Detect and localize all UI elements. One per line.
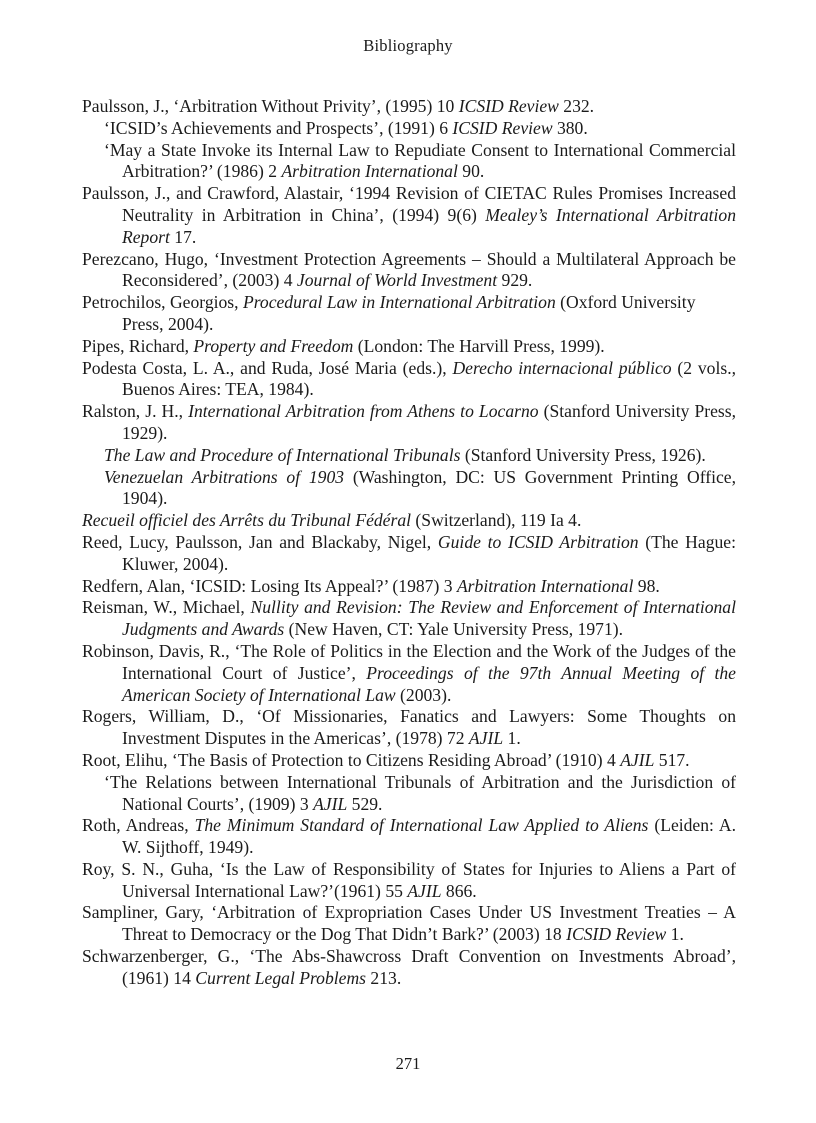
- italic-title: Property and Freedom: [193, 335, 354, 356]
- bibliography-entry: [82, 902, 736, 946]
- entry-text: ‘The Relations between International Tribunals of Arbitration and the Jurisdiction of National Courts’, (1909) 3: [104, 771, 736, 814]
- bibliography-entry: [82, 292, 736, 336]
- italic-title: International Arbitration from Athens to Locarno: [188, 401, 539, 422]
- entry-text: (Stanford University Press, 1929).: [122, 401, 737, 443]
- italic-title: Arbitration International: [281, 161, 458, 182]
- entry-text: 213.: [366, 967, 402, 988]
- entry-text: Reisman, W., Michael,: [82, 597, 251, 618]
- italic-title: Procedural Law in International Arbitration: [242, 292, 556, 313]
- entry-text: (London: The Harvill Press, 1999).: [353, 335, 605, 356]
- entry-text: Roth, Andreas,: [82, 815, 195, 836]
- italic-title: ICSID Review: [452, 117, 553, 138]
- italic-title: Venezuelan Arbitrations of 1903: [104, 466, 345, 487]
- entry-text: Reed, Lucy, Paulsson, Jan and Blackaby, Nigel,: [82, 531, 438, 552]
- bibliography-entry: [82, 597, 736, 641]
- entry-text: 1.: [666, 924, 684, 945]
- entry-text: Perezcano, Hugo, ‘Investment Protection Agreements – Should a Multilateral Approach be Reconsidered’, (2003) 4: [82, 248, 736, 291]
- entry-text: Ralston, J. H.,: [82, 401, 189, 422]
- italic-title: AJIL: [313, 793, 348, 814]
- entry-text: Rogers, William, D., ‘Of Missionaries, Fanatics and Lawyers: Some Thoughts on Investment Disputes in the Americas’, (1978) 72: [82, 706, 736, 749]
- italic-title: Derecho internacional público: [452, 357, 672, 378]
- italic-title: Nullity and Revision: The Review and Enforcement of International Judgments and Awards: [122, 597, 736, 640]
- bibliography-entry: [82, 358, 736, 402]
- bibliography-subentry: [82, 467, 736, 511]
- entry-text: (New Haven, CT: Yale University Press, 1971).: [284, 619, 624, 640]
- running-header: Bibliography: [363, 36, 453, 55]
- entry-text: Redfern, Alan, ‘ICSID: Losing Its Appeal?’ (1987) 3: [82, 575, 457, 596]
- bibliography-entry: [82, 641, 736, 706]
- entry-text: 929.: [497, 270, 533, 291]
- entry-text: 98.: [633, 575, 660, 596]
- entry-text: 529.: [347, 793, 383, 814]
- bibliography-entry: [82, 859, 736, 903]
- entry-text: (Oxford University Press, 2004).: [122, 292, 696, 334]
- entry-text: 517.: [654, 749, 690, 770]
- entry-text: Paulsson, J., ‘Arbitration Without Privity’, (1995) 10: [82, 96, 459, 116]
- italic-title: ICSID Review: [458, 96, 559, 116]
- italic-title: The Minimum Standard of International Law Applied to Aliens: [194, 815, 649, 836]
- bibliography-entry: [82, 510, 736, 532]
- entry-text: ‘May a State Invoke its Internal Law to Repudiate Consent to International Commercial Arbitration?’ (1986) 2: [104, 139, 736, 182]
- bibliography-subentry: [82, 445, 736, 467]
- entry-text: Roy, S. N., Guha, ‘Is the Law of Responsibility of States for Injuries to Aliens a Part of Universal International Law?’(1961) 55: [82, 858, 736, 901]
- entry-text: Schwarzenberger, G., ‘The Abs-Shawcross Draft Convention on Investments Abroad’, (1961) 14: [82, 946, 736, 988]
- entry-text: Robinson, Davis, R., ‘The Role of Politics in the Election and the Work of the Judges of the International Court of Justice’,: [82, 640, 736, 683]
- italic-title: Journal of World Investment: [296, 270, 498, 291]
- entry-text: Pipes, Richard,: [82, 335, 194, 356]
- page-number: 271: [395, 1054, 421, 1073]
- entry-text: (Washington, DC: US Government Printing Office, 1904).: [122, 466, 736, 509]
- italic-title: Arbitration International: [456, 575, 634, 596]
- bibliography-subentry: [82, 772, 736, 816]
- entry-text: (2 vols., Buenos Aires: TEA, 1984).: [122, 357, 736, 400]
- entry-text: (2003).: [395, 684, 452, 705]
- bibliography-subentry: [82, 118, 736, 140]
- italic-title: ICSID Review: [566, 924, 667, 945]
- bibliography-list: [82, 96, 736, 990]
- bibliography-entry: [82, 401, 736, 445]
- bibliography-entry: [82, 96, 736, 118]
- entry-text: 866.: [441, 880, 477, 901]
- entry-text: ‘ICSID’s Achievements and Prospects’, (1991) 6: [104, 117, 453, 138]
- entry-text: 90.: [457, 161, 485, 182]
- entry-text: (The Hague: Kluwer, 2004).: [122, 531, 736, 574]
- bibliography-entry: [82, 815, 736, 859]
- bibliography-entry: [82, 532, 736, 576]
- italic-title: Guide to ICSID Arbitration: [437, 531, 639, 552]
- entry-text: Podesta Costa, L. A., and Ruda, José Maria (eds.),: [82, 357, 453, 378]
- entry-text: 1.: [503, 728, 521, 749]
- italic-title: AJIL: [407, 880, 442, 901]
- entry-text: Root, Elihu, ‘The Basis of Protection to Citizens Residing Abroad’ (1910) 4: [82, 749, 621, 770]
- italic-title: AJIL: [620, 749, 655, 770]
- bibliography-entry: [82, 336, 736, 358]
- bibliography-entry: [82, 946, 736, 990]
- italic-title: Current Legal Problems: [195, 967, 367, 988]
- bibliography-entry: [82, 249, 736, 293]
- entry-text: Petrochilos, Georgios,: [82, 292, 243, 313]
- bibliography-entry: [82, 183, 736, 248]
- entry-text: Paulsson, J., and Crawford, Alastair, ‘1994 Revision of CIETAC Rules Promises Increased Neutrality in Arbitration in China’, (1994) 9(6): [82, 183, 736, 225]
- italic-title: The Law and Procedure of International Tribunals: [104, 444, 461, 465]
- bibliography-entry: [82, 706, 736, 750]
- entry-text: (Switzerland), 119 Ia 4.: [411, 510, 582, 531]
- entry-text: 17.: [169, 226, 197, 247]
- entry-text: 380.: [552, 117, 588, 138]
- entry-text: (Leiden: A. W. Sijthoff, 1949).: [122, 815, 737, 858]
- entry-text: 232.: [558, 96, 595, 116]
- italic-title: AJIL: [468, 728, 504, 749]
- entry-text: Sampliner, Gary, ‘Arbitration of Expropriation Cases Under US Investment Treaties – A Threat to Democracy or the Dog That Didn’t Bark?’ (2003) 18: [82, 902, 736, 945]
- bibliography-subentry: [82, 140, 736, 184]
- italic-title: Proceedings of the 97th Annual Meeting of the American Society of International Law: [122, 662, 736, 705]
- italic-title: Recueil officiel des Arrêts du Tribunal Fédéral: [82, 510, 412, 531]
- entry-text: (Stanford University Press, 1926).: [460, 444, 706, 465]
- bibliography-entry: [82, 750, 736, 772]
- bibliography-entry: [82, 576, 736, 598]
- italic-title: Mealey’s International Arbitration Report: [122, 204, 736, 247]
